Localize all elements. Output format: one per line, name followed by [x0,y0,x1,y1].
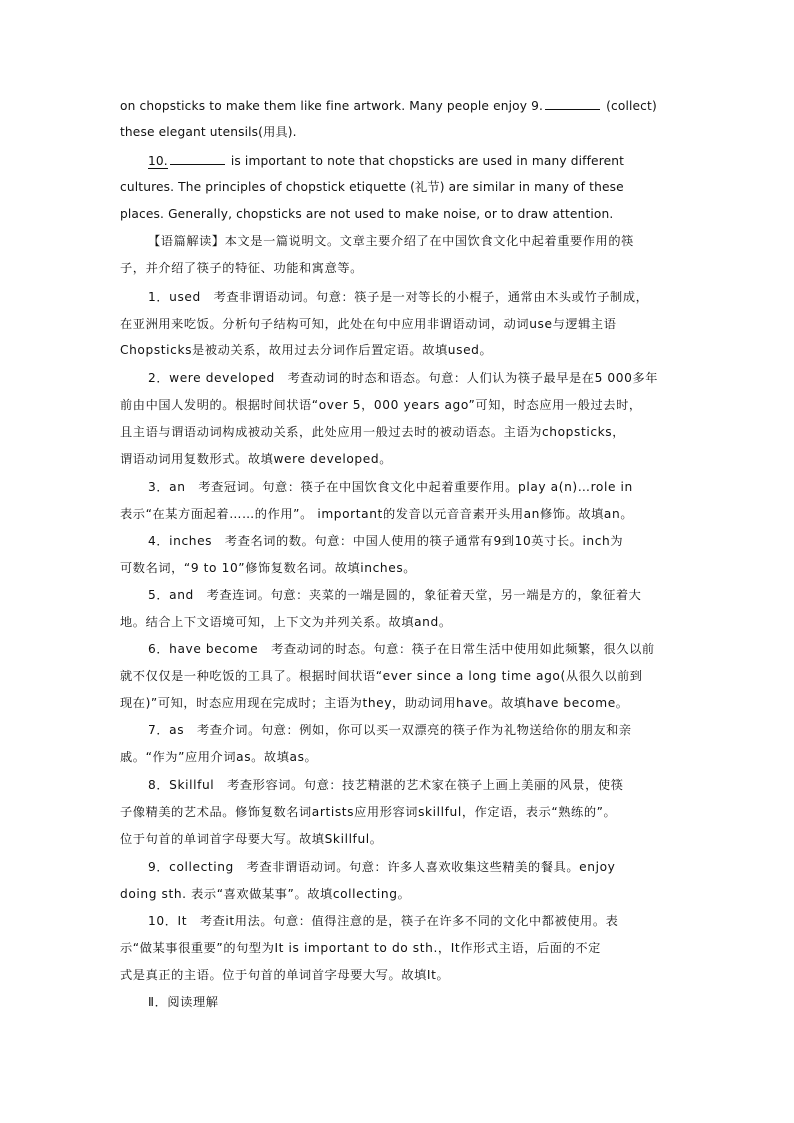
answer-5: 5．and 考查连词。句意：夹菜的一端是圆的，象征着天堂，另一端是方的，象征着大 [148,588,642,602]
answer-9-cont: doing sth. 表示“喜欢做某事”。故填collecting。 [120,887,411,901]
passage-line-1 [120,97,657,114]
blank-10-number: 10. [148,154,168,168]
passage-text: is important to note that chopsticks are used in many different [226,154,625,168]
answer-10-cont: 式是真正的主语。位于句首的单词首字母要大写。故填It。 [120,968,450,982]
answer-3-cont: 表示“在某方面起着……的作用”。 important的发音以元音音素开头用an修饰。故填an。 [120,507,634,521]
passage-line-2: these elegant utensils(用具). [120,125,297,139]
answer-2-cont: 且主语与谓语动词构成被动关系，此处应用一般过去时的被动语态。主语为chopsticks， [120,425,626,439]
answer-1-cont: 在亚洲用来吃饭。分析句子结构可知，此处在句中应用非谓语动词，动词use与逻辑主语 [120,317,617,331]
answer-8-cont: 位于句首的单词首字母要大写。故填Skillful。 [120,832,383,846]
section-heading: Ⅱ．阅读理解 [148,995,219,1009]
analysis-line: 子，并介绍了筷子的特征、功能和寓意等。 [120,261,363,275]
answer-5-cont: 地。结合上下文语境可知，上下文为并列关系。故填and。 [120,615,452,629]
answer-2-cont: 前由中国人发明的。根据时间状语“over 5，000 years ago”可知，时态应用一般过去时， [120,398,642,412]
answer-6-cont: 就不仅仅是一种吃饭的工具了。根据时间状语“ever since a long time ago(从很久以前到 [120,669,643,683]
passage-line-3 [148,152,624,169]
answer-4: 4．inches 考查名词的数。句意：中国人使用的筷子通常有9到10英寸长。inch为 [148,534,624,548]
answer-10-cont: 示“做某事很重要”的句型为It is important to do sth.，It作形式主语，后面的不定 [120,941,601,955]
answer-7-cont: 戚。“作为”应用介词as。故填as。 [120,750,318,764]
answer-2-cont: 谓语动词用复数形式。故填were developed。 [120,452,392,466]
answer-7: 7．as 考查介词。句意：例如，你可以买一双漂亮的筷子作为礼物送给你的朋友和亲 [148,723,632,737]
answer-1: 1．used 考查非谓语动词。句意：筷子是一对等长的小棍子，通常由木头或竹子制成， [148,290,649,304]
passage-text: on chopsticks to make them like fine artwork. Many people enjoy 9. [120,99,544,113]
answer-4-cont: 可数名词，“9 to 10”修饰复数名词。故填inches。 [120,561,417,575]
answer-3: 3．an 考查冠词。句意：筷子在中国饮食文化中起着重要作用。play a(n)…role in [148,480,633,494]
passage-line-4: cultures. The principles of chopstick etiquette (礼节) are similar in many of these [120,180,624,194]
passage-text: (collect) [602,99,657,113]
passage-line-5: places. Generally, chopsticks are not used to make noise, or to draw attention. [120,207,614,221]
answer-6-cont: 现在)”可知，时态应用现在完成时；主语为they，助动词用have。故填have become。 [120,696,629,710]
answer-9: 9．collecting 考查非谓语动词。句意：许多人喜欢收集这些精美的餐具。enjoy [148,860,616,874]
answer-8-cont: 子像精美的艺术品。修饰复数名词artists应用形容词skillful，作定语，表示“熟练的”。 [120,805,617,819]
analysis-heading: 【语篇解读】本文是一篇说明文。文章主要介绍了在中国饮食文化中起着重要作用的筷 [148,234,634,248]
answer-8: 8．Skillful 考查形容词。句意：技艺精湛的艺术家在筷子上画上美丽的风景，使筷 [148,778,624,792]
answer-10: 10．It 考查it用法。句意：值得注意的是，筷子在许多不同的文化中都被使用。表 [148,914,619,928]
answer-1-cont: Chopsticks是被动关系，故用过去分词作后置定语。故填used。 [120,343,493,357]
answer-2: 2．were developed 考查动词的时态和语态。句意：人们认为筷子最早是在5 000多年 [148,371,659,385]
answer-6: 6．have become 考查动词的时态。句意：筷子在日常生活中使用如此频繁，很久以前 [148,642,655,656]
blank-10 [170,152,225,165]
blank-9 [545,97,600,110]
